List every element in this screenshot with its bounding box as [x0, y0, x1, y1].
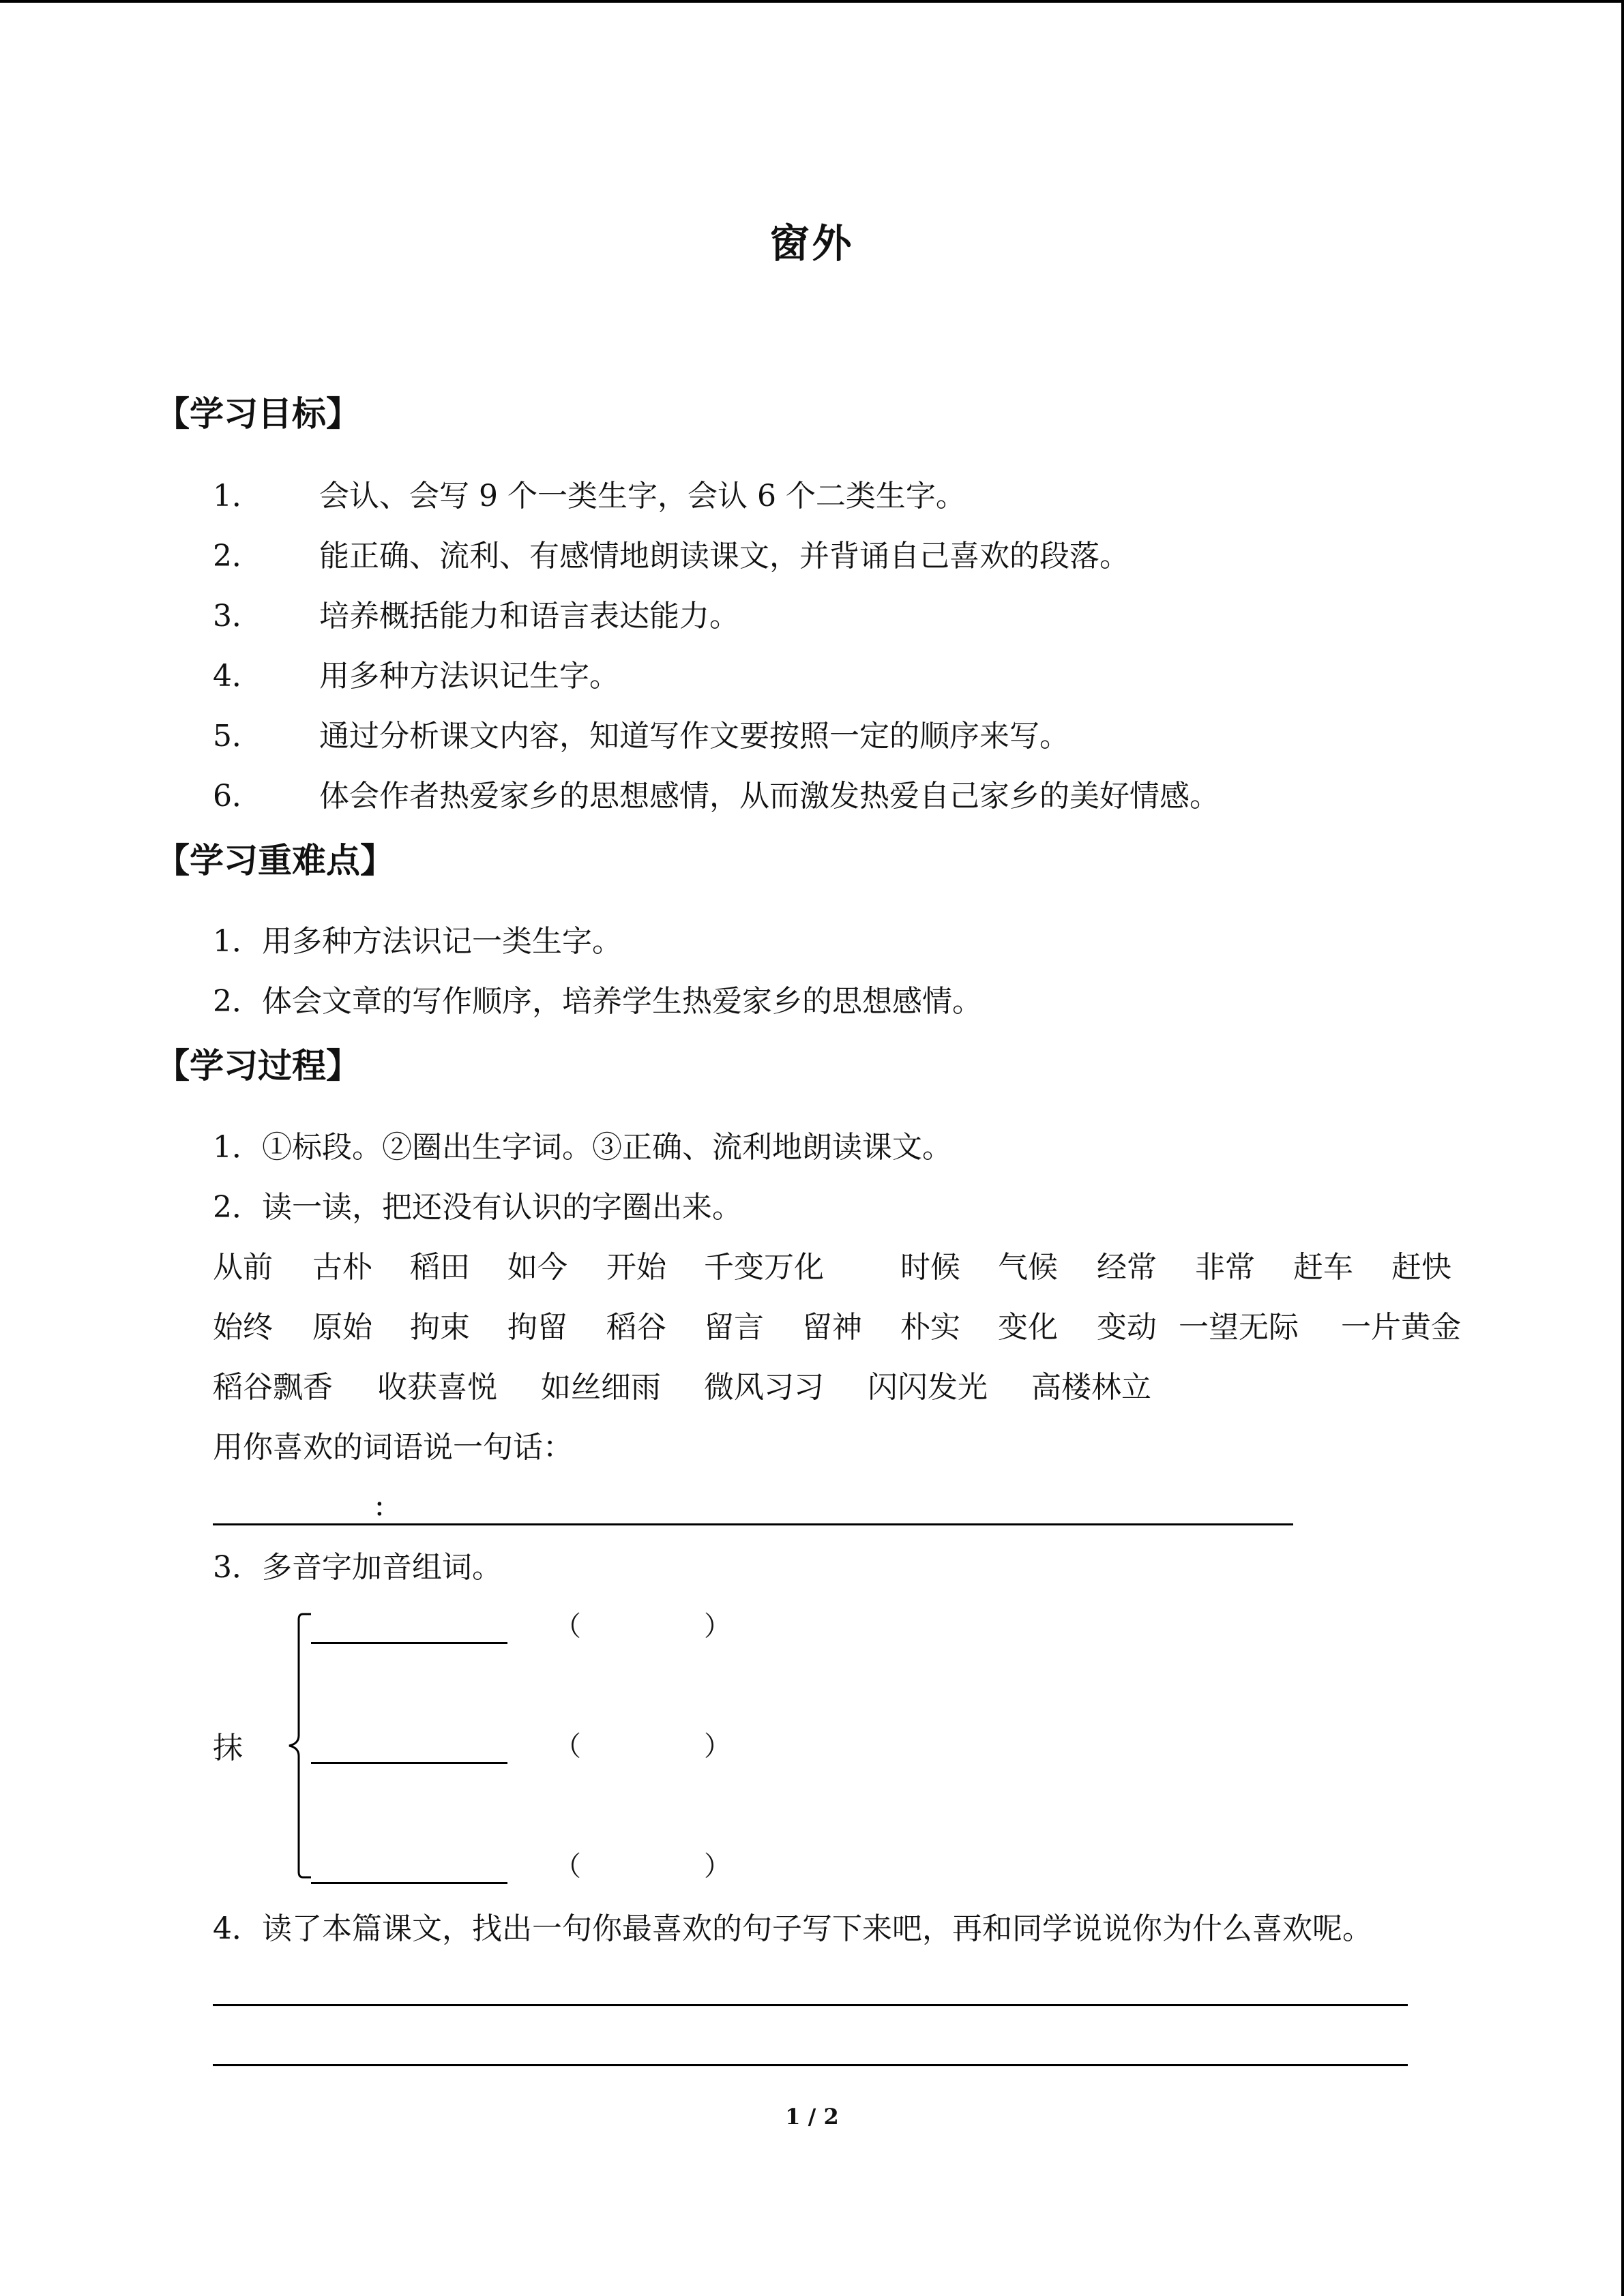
- objective-number: 3．: [213, 599, 262, 633]
- vocab-word: 一望无际: [1179, 1310, 1299, 1345]
- vocab-word: 稻田: [410, 1250, 470, 1285]
- vocab-word: 如丝细雨: [541, 1370, 661, 1405]
- sentence-prompt: 用你喜欢的词语说一句话：: [213, 1430, 573, 1465]
- vocab-word: 拘留: [507, 1310, 567, 1345]
- vocab-word: 微风习习: [704, 1370, 824, 1405]
- objective-text: 能正确、流利、有感情地朗读课文，并背诵自己喜欢的段落。: [319, 539, 1130, 573]
- process-step-4: 4．读了本篇课文，找出一句你最喜欢的句子写下来吧，再和同学说说你为什么喜欢呢。: [213, 1911, 1372, 1946]
- process-step-1: 1．①标段。②圈出生字词。③正确、流利地朗读课文。: [213, 1130, 952, 1165]
- word-blank-line[interactable]: [311, 1882, 507, 1884]
- vocab-word: 古朴: [312, 1250, 372, 1285]
- vocab-word: 千变万化: [704, 1250, 824, 1285]
- pinyin-paren-open: （: [554, 1611, 581, 1642]
- word-blank-line[interactable]: [311, 1762, 507, 1764]
- key-point-item: 1．用多种方法识记一类生字。: [213, 924, 622, 959]
- vocab-word: 拘束: [410, 1310, 470, 1345]
- objective-text: 培养概括能力和语言表达能力。: [319, 599, 739, 633]
- objective-number: 6．: [213, 779, 262, 814]
- objective-text: 体会作者热爱家乡的思想感情，从而激发热爱自己家乡的美好情感。: [319, 779, 1220, 814]
- answer-line[interactable]: [213, 2064, 1408, 2066]
- process-step-3: 3．多音字加音组词。: [213, 1550, 502, 1585]
- objective-number: 2．: [213, 539, 262, 573]
- word-blank-line[interactable]: [311, 1642, 507, 1644]
- process-heading: 【学习过程】: [156, 1046, 360, 1086]
- answer-colon: ：: [374, 1493, 399, 1522]
- key-point-item: 2．体会文章的写作顺序，培养学生热爱家乡的思想感情。: [213, 984, 982, 1019]
- vocab-word: 收获喜悦: [377, 1370, 497, 1405]
- vocab-word: 非常: [1195, 1250, 1255, 1285]
- pinyin-paren-close: ）: [704, 1851, 731, 1882]
- vocab-word: 始终: [213, 1310, 273, 1345]
- vocab-word: 赶快: [1391, 1250, 1451, 1285]
- key-points-heading: 【学习重难点】: [156, 841, 394, 880]
- vocab-word: 一片黄金: [1341, 1310, 1461, 1345]
- objective-text: 用多种方法识记生字。: [319, 659, 619, 694]
- right-border: [1621, 0, 1624, 2296]
- objective-number: 5．: [213, 719, 262, 754]
- top-border: [0, 0, 1624, 3]
- vocab-word: 稻谷: [606, 1310, 666, 1345]
- objective-text: 会认、会写 9 个一类生字，会认 6 个二类生字。: [319, 479, 966, 513]
- vocab-word: 开始: [606, 1250, 666, 1285]
- pinyin-paren-close: ）: [704, 1611, 731, 1642]
- process-step-2: 2．读一读，把还没有认识的字圈出来。: [213, 1190, 742, 1225]
- vocab-word: 原始: [312, 1310, 372, 1345]
- brace-icon: [286, 1613, 314, 1879]
- vocab-word: 稻谷飘香: [213, 1370, 333, 1405]
- pinyin-paren-close: ）: [704, 1731, 731, 1762]
- page-number: 1 / 2: [785, 2104, 839, 2130]
- vocab-word: 气候: [998, 1250, 1058, 1285]
- vocab-word: 赶车: [1293, 1250, 1353, 1285]
- objective-number: 1．: [213, 479, 262, 513]
- vocab-word: 如今: [507, 1250, 567, 1285]
- vocab-word: 从前: [213, 1250, 273, 1285]
- vocab-word: 闪闪发光: [868, 1370, 988, 1405]
- vocab-word: 朴实: [900, 1310, 960, 1345]
- polyphone-char: 抹: [213, 1731, 243, 1765]
- vocab-word: 变动: [1097, 1310, 1157, 1345]
- answer-line[interactable]: [213, 2004, 1408, 2006]
- vocab-word: 留言: [704, 1310, 764, 1345]
- objective-text: 通过分析课文内容，知道写作文要按照一定的顺序来写。: [319, 719, 1069, 754]
- vocab-word: 变化: [998, 1310, 1058, 1345]
- vocab-word: 高楼林立: [1031, 1370, 1151, 1405]
- objectives-heading: 【学习目标】: [156, 394, 360, 434]
- vocab-word: 时候: [900, 1250, 960, 1285]
- vocab-word: 留神: [802, 1310, 862, 1345]
- page-title: 窗外: [769, 220, 855, 267]
- vocab-word: 经常: [1097, 1250, 1157, 1285]
- pinyin-paren-open: （: [554, 1731, 581, 1762]
- objective-number: 4．: [213, 659, 262, 694]
- pinyin-paren-open: （: [554, 1851, 581, 1882]
